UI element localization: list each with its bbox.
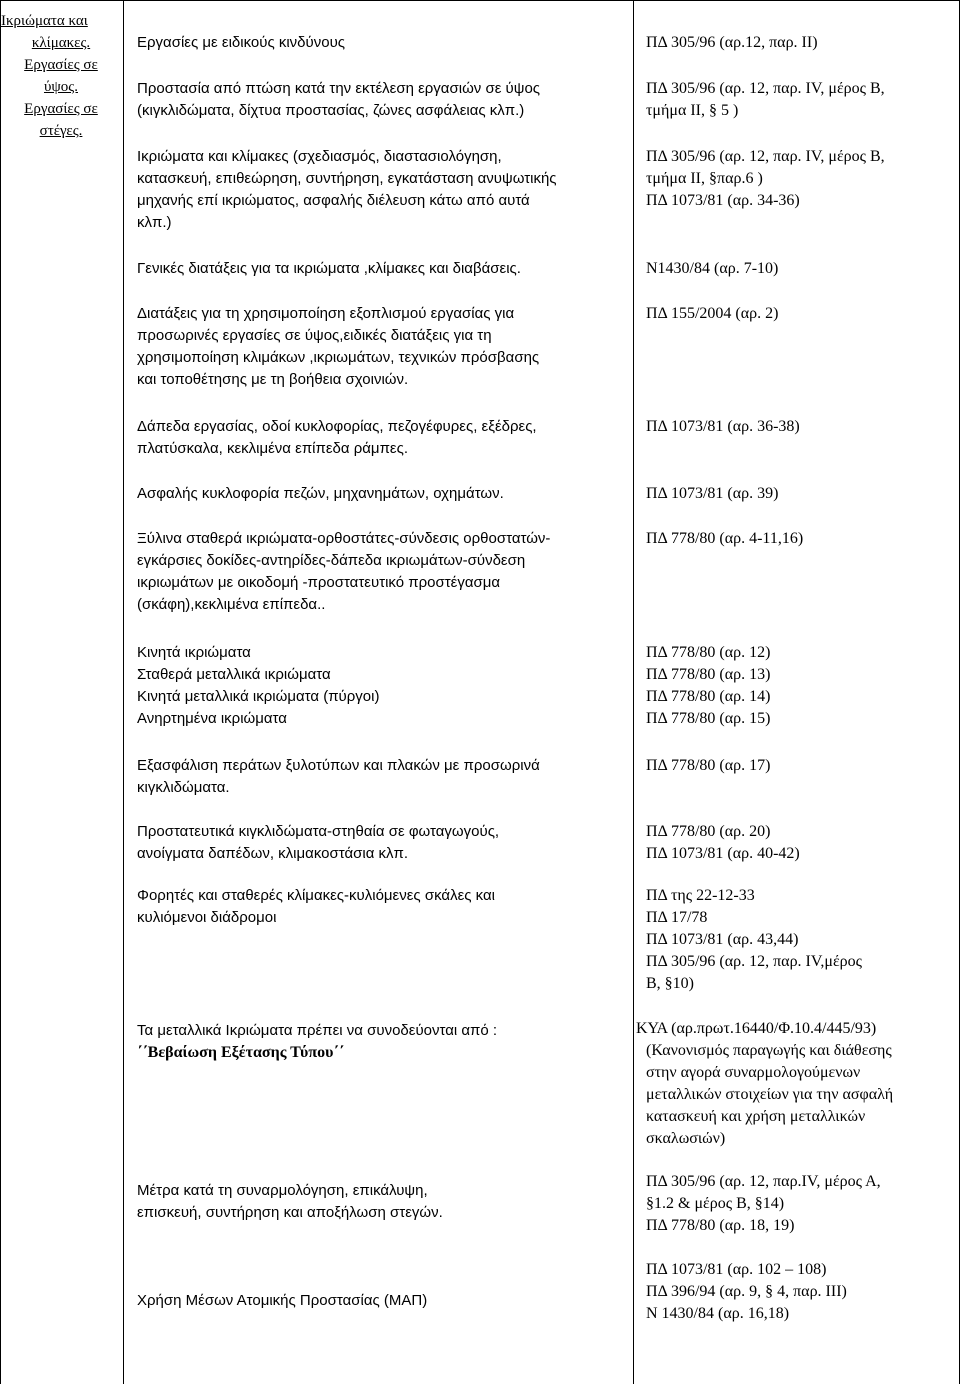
row-reference: ΠΔ 305/96 (αρ.12, παρ. ΙΙ) (646, 34, 818, 51)
row-description: Δάπεδα εργασίας, οδοί κυκλοφορίας, πεζογέφυρες, εξέδρες, πλατύσκαλα, κεκλιμένα επίπεδα ράμπες. (137, 418, 537, 457)
row-reference: ΠΔ 1073/81 (αρ. 39) (646, 485, 779, 502)
left-header-line: στέγες. (39, 123, 83, 139)
row-reference: ΠΔ της 22-12-33 ΠΔ 17/78 ΠΔ 1073/81 (αρ. 43,44) ΠΔ 305/96 (αρ. 12, παρ. IV,μέρος Β, §10) (646, 887, 862, 992)
row-reference: ΠΔ 778/80 (αρ. 4-11,16) (646, 530, 804, 547)
left-header-line: κλίμακες. (31, 35, 91, 51)
column-divider-2 (633, 0, 634, 1384)
left-header-line: Εργασίες σε (24, 101, 98, 117)
column-divider-1 (123, 0, 124, 1384)
row-description: Εξασφάλιση περάτων ξυλοτύπων και πλακών με προσωρινά κιγκλιδώματα. (137, 757, 540, 796)
type-certificate-note: ΄΄Βεβαίωση Εξέτασης Τύπου΄΄ (137, 1044, 345, 1061)
row-description: Γενικές διατάξεις για τα ικριώματα ,κλίμακες και διαβάσεις. (137, 260, 521, 277)
row-reference: ΚΥΑ (αρ.πρωτ.16440/Φ.10.4/445/93) (Κανονισμός παραγωγής και διάθεσης στην αγορά συναρμολογούμενων μεταλλικών στοιχείων για την ασφαλή κατασκευή και χρήση μεταλλικών σκαλωσιών) (636, 1020, 894, 1147)
row-reference: ΠΔ 778/80 (αρ. 20) ΠΔ 1073/81 (αρ. 40-42) (646, 823, 800, 862)
left-header-line: Ικριώματα και (1, 13, 88, 29)
left-header-line: ύψος. (43, 79, 78, 95)
left-header (1, 10, 121, 142)
row-reference: ΠΔ 778/80 (αρ. 17) (646, 757, 771, 774)
row-description: Τα μεταλλικά Ικριώματα πρέπει να συνοδεύονται από : ΄΄Βεβαίωση Εξέτασης Τύπου΄΄ (137, 1020, 497, 1064)
row-description: Κινητά ικριώματα Σταθερά μεταλλικά ικριώματα Κινητά μεταλλικά ικριώματα (πύργοι) Ανηρτημένα ικριώματα (137, 644, 380, 727)
row-description: Εργασίες με ειδικούς κινδύνους (137, 34, 346, 51)
row-description: Ικριώματα και κλίμακες (σχεδιασμός, διαστασιολόγηση, κατασκευή, επιθεώρηση, συντήρηση, εγκατάσταση ανυψωτικής μηχανής επί ικριώματος, ασφαλής διέλευση κάτω από αυτά κλπ.) (137, 148, 557, 231)
row-reference: ΠΔ 305/96 (αρ. 12, παρ. IV, μέρος Β, τμήμα ΙΙ, § 5 ) (646, 80, 885, 119)
row-description: Διατάξεις για τη χρησιμοποίηση εξοπλισμού εργασίας για προσωρινές εργασίες σε ύψος,ειδικές διατάξεις για τη χρησιμοποίηση κλιμάκων ,ικριωμάτων, τεχνικών πρόσβασης και τοποθέτησης με τη βοήθεια σχοινιών. (137, 305, 540, 388)
row-reference: ΠΔ 778/80 (αρ. 12) ΠΔ 778/80 (αρ. 13) ΠΔ 778/80 (αρ. 14) ΠΔ 778/80 (αρ. 15) (646, 644, 771, 727)
left-header-line: Εργασίες σε (24, 57, 98, 73)
row-description: Ξύλινα σταθερά ικριώματα-ορθοστάτες-σύνδεσις ορθοστατών- εγκάρσιες δοκίδες-αντηρίδες-δάπεδα ικριωμάτων-σύνδεση ικριωμάτων με οικοδομή -προστατευτικό προστέγασμα (σκάφη),κεκλιμένα επίπεδα.. (137, 530, 551, 613)
row-description: Χρήση Μέσων Ατομικής Προστασίας (ΜΑΠ) (137, 1292, 428, 1309)
row-reference: ΠΔ 155/2004 (αρ. 2) (646, 305, 779, 322)
row-reference: ΠΔ 305/96 (αρ. 12, παρ.IV, μέρος Α, §1.2 & μέρος Β, §14) ΠΔ 778/80 (αρ. 18, 19) (646, 1173, 881, 1234)
row-reference: ΠΔ 1073/81 (αρ. 102 – 108) ΠΔ 396/94 (αρ. 9, § 4, παρ. ΙΙΙ) Ν 1430/84 (αρ. 16,18) (646, 1261, 847, 1322)
row-reference: ΠΔ 305/96 (αρ. 12, παρ. IV, μέρος Β, τμήμα ΙΙ, §παρ.6 ) ΠΔ 1073/81 (αρ. 34-36) (646, 148, 885, 209)
row-description: Προστασία από πτώση κατά την εκτέλεση εργασιών σε ύψος (κιγκλιδώματα, δίχτυα προστασίας, ζώνες ασφάλειας κλπ.) (137, 80, 541, 119)
row-description: Ασφαλής κυκλοφορία πεζών, μηχανημάτων, οχημάτων. (137, 485, 504, 502)
row-description: Φορητές και σταθερές κλίμακες-κυλιόμενες σκάλες και κυλιόμενοι διάδρομοι (137, 887, 495, 926)
row-reference: ΠΔ 1073/81 (αρ. 36-38) (646, 418, 800, 435)
row-description: Μέτρα κατά τη συναρμολόγηση, επικάλυψη, επισκευή, συντήρηση και αποξήλωση στεγών. (137, 1182, 443, 1221)
row-description: Προστατευτικά κιγκλιδώματα-στηθαία σε φωταγωγούς, ανοίγματα δαπέδων, κλιμακοστάσια κλπ. (137, 823, 500, 862)
row-reference: Ν1430/84 (αρ. 7-10) (646, 260, 779, 277)
